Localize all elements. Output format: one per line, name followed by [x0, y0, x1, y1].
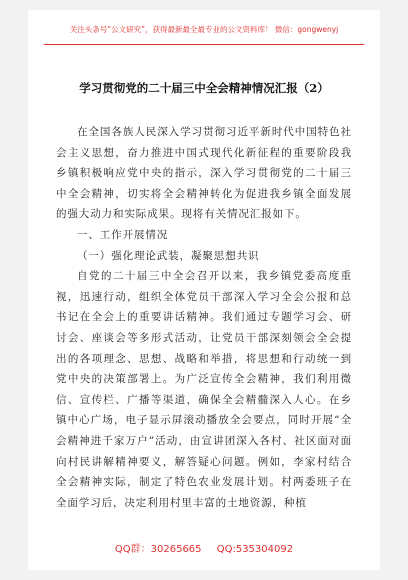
- document-title: 学习贯彻党的二十届三中全会精神情况汇报（2）: [79, 81, 329, 95]
- section-heading: 一、工作开展情况: [77, 228, 169, 241]
- document-page: [28, 10, 380, 570]
- header-notice: 关注头条号“公文研究”，获得最新最全最专业的公文资料库！ 微信：gongwenyj: [69, 25, 339, 34]
- document-body: [56, 122, 352, 513]
- body-paragraph: 自党的二十届三中全会召开以来，我乡镇党委高度重视，迅速行动，组织全体党员干部深入学习全会公报和总书记在全会上的重要讲话精神。我们通过专题学习会、研讨会、座谈会等多形式活动，让党员干部深刻领会全会提出的各项理念、思想、战略和举措，将思想和行动统一到党中央的决策部署上。为广泛宣传全会精神，我们利用微信、宣传栏、广播等渠道，确保全会精髓深入人心。在乡镇中心广场，电子显示屏滚动播放全会要点，同时开展“全会精神进千家万户”活动，由宣讲团深入各村、社区面对面向村民讲解精神要义，解答疑心问题。例如，李家村结合全会精神实际，制定了特色农业发展计划。村两委班子在全面学习后，决定利用村里丰富的土地资源，种植: [56, 270, 352, 509]
- header-divider: [44, 44, 364, 45]
- subsection-heading: （一）强化理论武装，凝聚思想共识: [77, 249, 260, 262]
- intro-paragraph: 在全国各族人民深入学习贯彻习近平新时代中国特色社会主义思想，奋力推进中国式现代化新征程的重要阶段我乡镇积极响应党中央的指示，深入学习贯彻党的二十届三中全会精神，切实将全会精神转化为促进我乡镇全面发展的强大动力和实际成果。现将有关情况汇报如下。: [56, 126, 352, 221]
- footer-qq-group: QQ群：30265665: [114, 544, 202, 555]
- footer-contact: [28, 540, 380, 555]
- footer-qq: QQ:535304092: [216, 544, 294, 555]
